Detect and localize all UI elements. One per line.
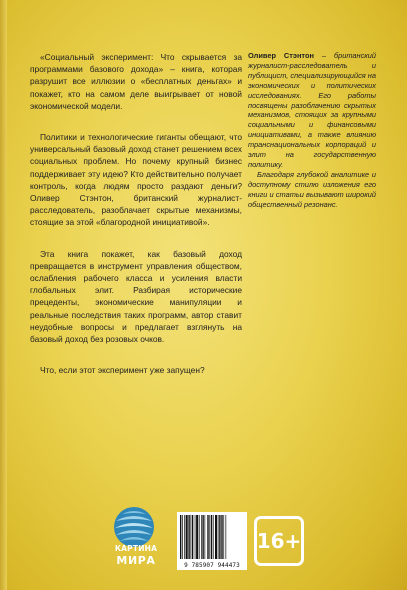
description-paragraph-3: Эта книга покажет, как базовый доход превращается в инструмент управления обществом, ослабления рабочего класса и усиления власти глобальных элит. Разбирая исторические прецеденты, экономические манипуляции и реальные последствия таких программ, автор ставит неудобные вопросы и предлагает взглянуть на базовый доход без розовых очков. — [30, 248, 242, 345]
publisher-logo — [107, 505, 165, 567]
description-paragraph-1: «Социальный эксперимент: Что скрывается за программами базового дохода» – книга, которая разрушит все иллюзии о «бесплатных деньгах» и покажет, кто на самом деле выигрывает от новой экономической модели. — [30, 52, 242, 111]
description-paragraph-2: Политики и технологические гиганты обещают, что универсальный базовый доход станет решением всех социальных проблем. Но почему крупный бизнес поддерживает эту идею? Кто действительно получает контроль, когда людям просто раздают деньги? Оливер Стэнтон, британский журналист-расследователь, разоблачает скрытые механизмы, стоящие за этой «благородной инициативой». — [30, 132, 242, 228]
description-paragraph-4: Что, если этот эксперимент уже запущен? — [40, 365, 205, 376]
cover-edge — [0, 0, 7, 590]
author-bio-paragraph-2: Благодаря глубокой аналитике и доступному стилю изложения его книги и статьи вызывают широкий общественный резонанс. — [248, 169, 376, 209]
isbn-barcode — [177, 512, 247, 570]
barcode-bars — [180, 515, 244, 559]
publisher-name-line1: КАРТИНА — [114, 544, 158, 553]
age-rating-badge: 16+ — [254, 516, 304, 566]
author-bio-text: – британский журналист-расследователь и публицист, специализирующийся на экономических и политических исследованиях. Его работы посвящены разоблачению скрытых механизмов, стоящих за крупными социальными и финансовыми инициативами, а также влиянию транснациональных корпораций и элит на государственную политику. — [248, 51, 376, 169]
book-description — [30, 51, 242, 395]
isbn-number: 9 785907 944473 — [184, 562, 240, 569]
author-bio — [248, 51, 376, 210]
author-bio-paragraph-1 — [248, 51, 376, 170]
globe-icon — [112, 505, 156, 549]
author-name: Оливер Стэнтон — [248, 51, 314, 60]
publisher-name-line2: МИРА — [116, 554, 156, 567]
